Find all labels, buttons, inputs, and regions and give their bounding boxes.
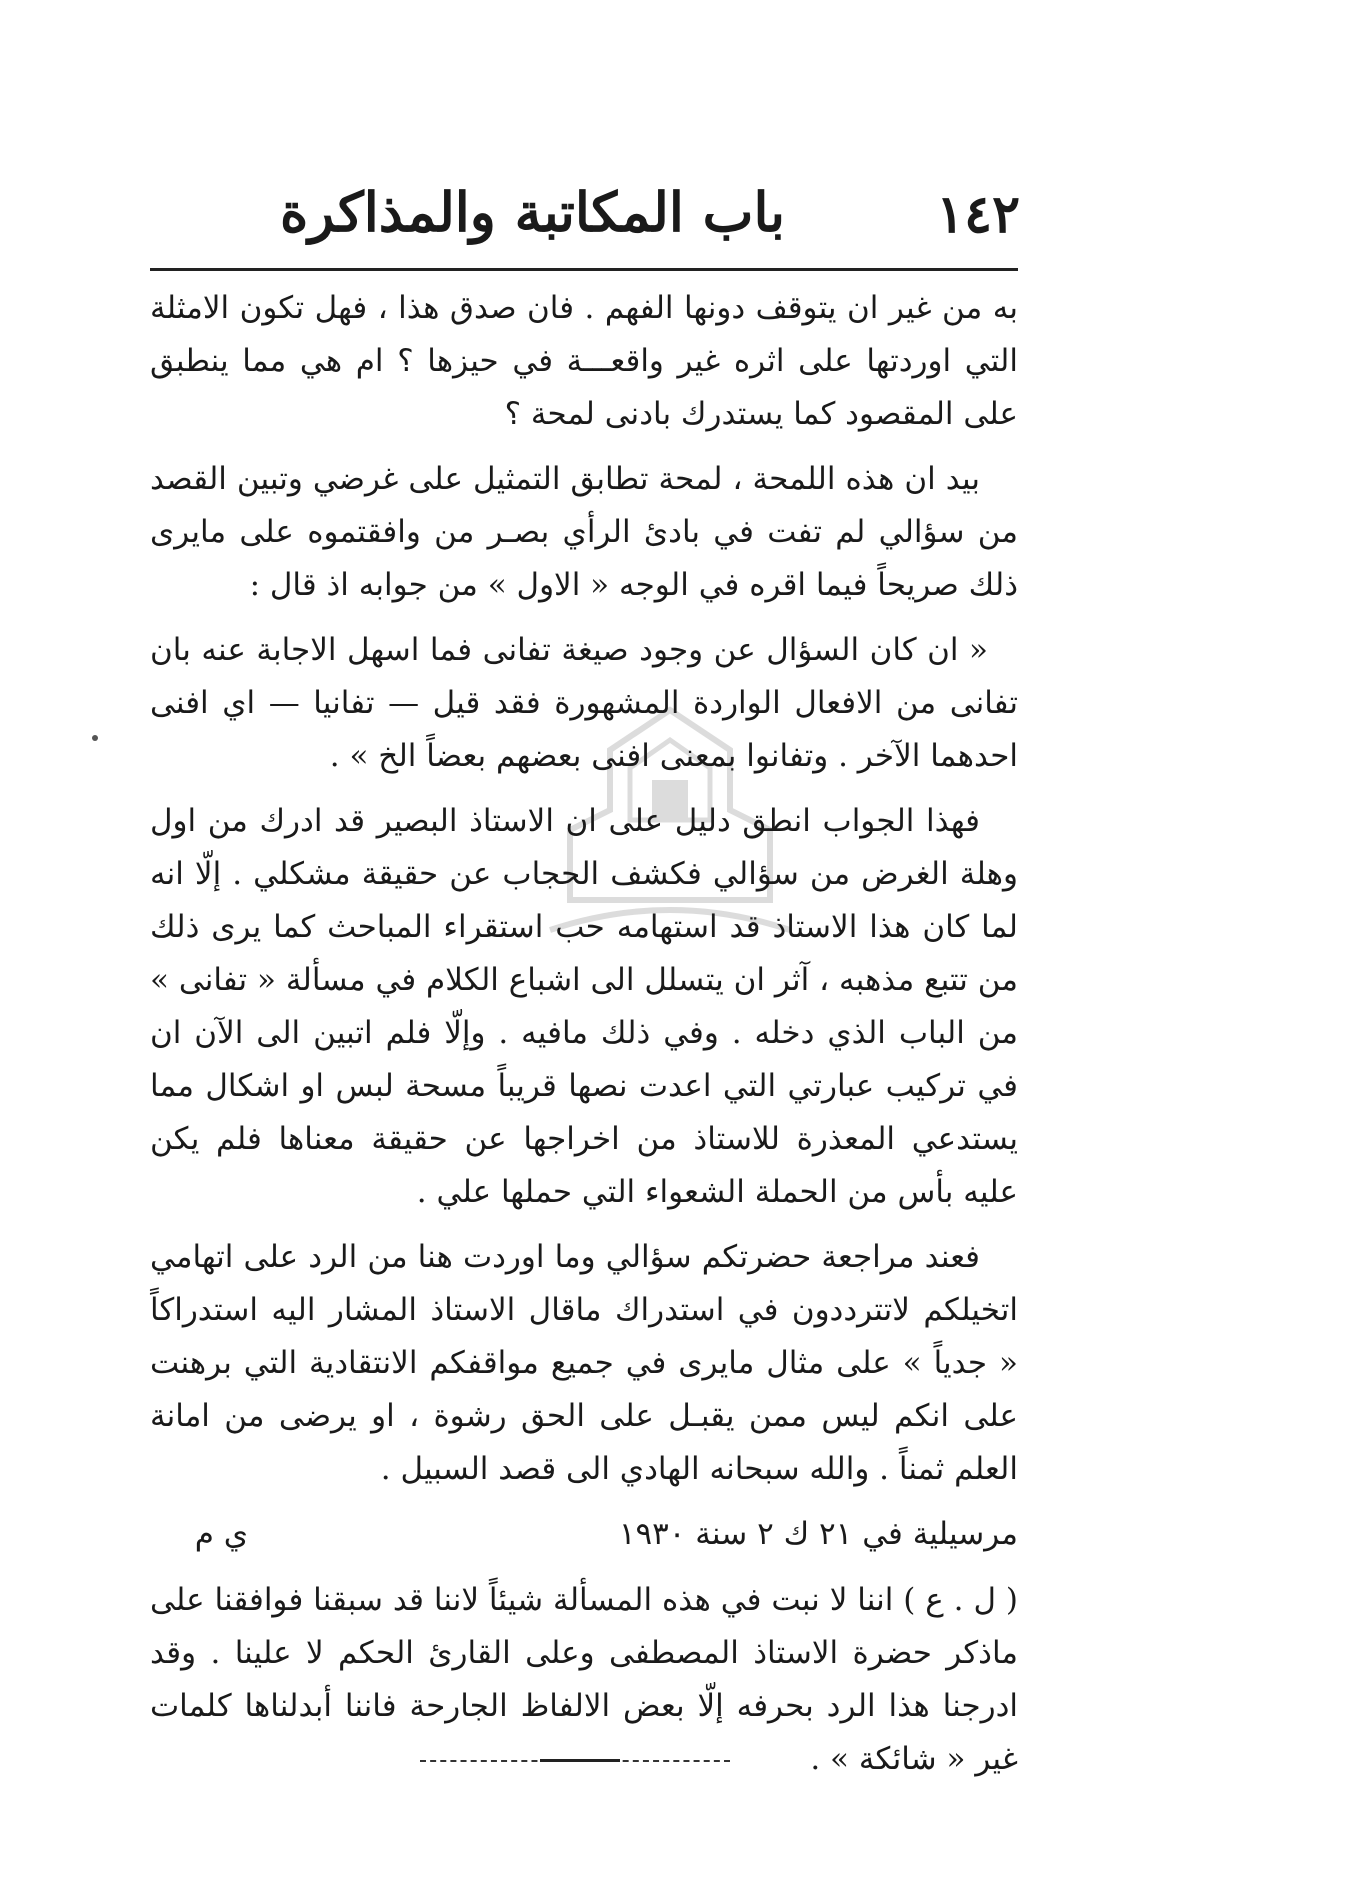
footer-rule-center (540, 1759, 620, 1762)
signature-place-date: مرسيلية في ٢١ ك ٢ سنة ١٩٣٠ (618, 1516, 1018, 1552)
signature-initials: ي م (194, 1516, 248, 1552)
paragraph-4: فهذا الجواب انطق دليل على ان الاستاذ البصير قد ادرك من اول وهلة الغرض من سؤالي فكشف الحجاب عن حقيقة مشكلي . إلّا انه لما كان هذا الاستاذ قد استهامه حب استقراء المباحث كما يرى ذلك من تتبع مذهبه ، آثر ان يتسلل الى اشباع الكلام في مسألة « تفانى » من الباب الذي دخله . وفي ذلك مافيه . وإلّا فلم اتبين الى الآن ان في تركيب عبارتي التي اعدت نصها قريباً مسحة لبس او اشكال مما يستدعي المعذرة للاستاذ من اخراجها عن حقيقة معناها فلم يكن عليه بأس من الحملة الشعواء التي حملها علي . (150, 803, 1018, 1210)
article-body (150, 282, 1018, 1798)
paragraph-2: بيد ان هذه اللمحة ، لمحة تطابق التمثيل على غرضي وتبين القصد من سؤالي لم تفت في بادئ الرأي بصـر من وافقتموه على مايرى ذلك صريحاً فيما اقره في الوجه « الاول » من جوابه اذ قال : (150, 461, 1018, 603)
page-number: ١٤٢ (936, 184, 1020, 245)
paragraph-1: به من غير ان يتوقف دونها الفهم . فان صدق هذا ، فهل تكون الامثلة التي اوردتها على اثره غير واقعـــة في حيزها ؟ ام هي مما ينطبق على المقصود كما يستدرك بادنى لمحة ؟ (150, 290, 1018, 432)
quoted-answer: « ان كان السؤال عن وجود صيغة تفانى فما اسهل الاجابة عنه بان تفانى من الافعال الواردة المشهورة فقد قيل — تفانيا — اي افنى احدهما الآخر . وتفانوا بمعنى افنى بعضهم بعضاً الخ » . (150, 632, 1018, 774)
signature-line (150, 1508, 1018, 1566)
editor-note: ( ل . ع ) اننا لا نبت في هذه المسألة شيئاً لاننا قد سبقنا فوافقنا على ماذكر حضرة الاستاذ المصطفى وعلى القارئ الحكم لا علينا . وقد ادرجنا هذا الرد بحرفه إلّا بعض الالفاظ الجارحة فاننا أبدلناها كلمات غير « شائكة » . (150, 1582, 1018, 1777)
running-title: باب المكاتبة والمذاكرة (279, 180, 785, 244)
header-rule (150, 268, 1018, 271)
margin-dot (92, 735, 98, 741)
page-header (150, 180, 1020, 260)
paragraph-5: فعند مراجعة حضرتكم سؤالي وما اوردت هنا من الرد على اتهامي اتخيلكم لاتترددون في استدراك ماقال الاستاذ المشار اليه استدراكاً « جدياً » على مثال مايرى في جميع مواقفكم الانتقادية التي برهنت على انكم ليس ممن يقبـل على الحق رشوة ، او يرضى من امانة العلم ثمناً . والله سبحانه الهادي الى قصد السبيل . (150, 1239, 1018, 1487)
